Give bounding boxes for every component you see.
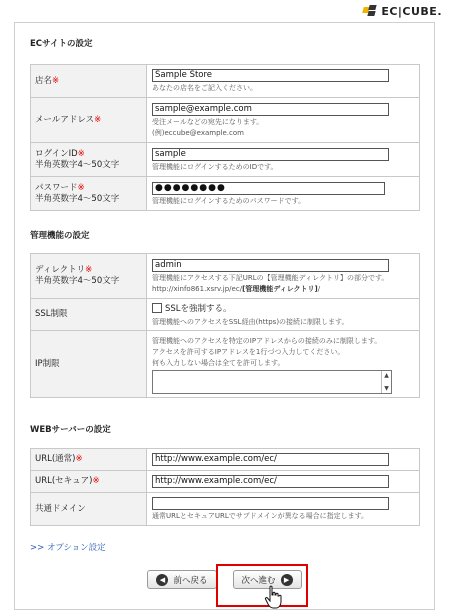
scroll-up-icon[interactable]: ▲	[384, 371, 389, 379]
web-settings-table	[30, 448, 420, 526]
next-button-highlight	[216, 564, 308, 607]
ssl-label: SSL制限	[35, 309, 68, 319]
login-id-row	[31, 143, 420, 177]
email-label: メールアドレス	[35, 114, 95, 125]
required-mark: ※	[77, 148, 85, 159]
email-example-hint: (例)eccube@example.com	[152, 128, 244, 137]
arrow-left-icon: ◀	[156, 574, 168, 586]
next-button-label: 次へ進む	[241, 575, 276, 586]
common-domain-label-cell	[31, 493, 147, 526]
section-title-web: WEBサーバーの設定	[30, 425, 111, 435]
ssl-checkbox-label[interactable]: SSLを強制する。	[165, 304, 232, 314]
common-domain-label: 共通ドメイン	[35, 503, 86, 514]
common-domain-hint: 通常URLとセキュアURLでサブドメインが異なる場合に指定します。	[152, 512, 369, 520]
directory-input[interactable]: admin	[152, 259, 389, 272]
admin-settings-table	[30, 253, 420, 398]
url-secure-value-cell	[147, 471, 420, 493]
hand-cursor-icon	[264, 585, 282, 609]
directory-row	[31, 254, 420, 299]
password-label-cell	[31, 177, 147, 211]
shop-name-hint: あなたの店名をご記入ください。	[152, 84, 257, 92]
directory-label-cell	[31, 254, 147, 299]
password-value-cell	[147, 177, 420, 211]
site-settings-table	[30, 64, 420, 211]
scroll-down-icon[interactable]: ▼	[384, 384, 389, 392]
ssl-checkbox[interactable]	[152, 303, 162, 313]
ip-hint-3: 何も入力しない場合は全てを許可します。	[152, 358, 285, 367]
required-mark: ※	[85, 265, 93, 275]
ip-row	[31, 331, 420, 398]
ip-value-cell	[147, 331, 420, 398]
url-secure-label-cell	[31, 471, 147, 493]
arrow-right-icon: ▶	[281, 574, 293, 586]
url-normal-label: URL(通常)	[35, 454, 76, 464]
login-id-hint: 管理機能にログインするためのIDです。	[152, 162, 278, 171]
shop-name-input[interactable]: Sample Store	[152, 69, 389, 82]
email-input[interactable]: sample@example.com	[152, 103, 389, 116]
login-id-label: ログインID	[35, 148, 78, 159]
password-sublabel: 半角英数字4〜50文字	[35, 193, 120, 204]
common-domain-value-cell	[147, 493, 420, 526]
directory-hint: 管理機能にアクセスする下記URLの【管理機能ディレクトリ】の部分です。	[152, 273, 389, 282]
logo-text: EC|CUBE.	[381, 5, 442, 18]
ssl-checkbox-row[interactable]	[152, 302, 414, 314]
ec-cube-logo	[363, 5, 442, 18]
required-mark: ※	[94, 114, 102, 125]
required-mark: ※	[77, 182, 85, 193]
login-id-label-cell	[31, 143, 147, 177]
option-settings-link[interactable]: >> オプション設定	[30, 543, 106, 553]
email-label-cell	[31, 98, 147, 143]
section-title-admin: 管理機能の設定	[30, 231, 90, 241]
back-button[interactable]	[147, 570, 216, 589]
directory-label: ディレクトリ	[35, 265, 86, 275]
url-normal-label-cell	[31, 449, 147, 471]
url-normal-value-cell	[147, 449, 420, 471]
ssl-row	[31, 299, 420, 331]
common-domain-input[interactable]	[152, 497, 389, 510]
password-label: パスワード	[35, 182, 78, 193]
login-id-sublabel: 半角英数字4〜50文字	[35, 159, 120, 170]
url-normal-row	[31, 449, 420, 471]
directory-url-suffix: /	[317, 284, 321, 293]
login-id-input[interactable]: sample	[152, 148, 389, 161]
email-value-cell	[147, 98, 420, 143]
ip-textarea-scrollbar[interactable]	[381, 371, 391, 393]
section-title-site: ECサイトの設定	[30, 39, 93, 49]
directory-url-hint	[152, 284, 414, 294]
ip-textarea[interactable]	[152, 370, 392, 394]
shop-name-row	[31, 65, 420, 98]
ssl-label-cell	[31, 299, 147, 331]
login-id-value-cell	[147, 143, 420, 177]
email-hint: 受注メールなどの宛先になります。	[152, 117, 264, 126]
url-normal-input[interactable]: http://www.example.com/ec/	[152, 453, 389, 466]
password-row	[31, 177, 420, 211]
directory-url-placeholder: [管理機能ディレクトリ]	[242, 284, 318, 293]
ssl-value-cell	[147, 299, 420, 331]
ssl-hint: 管理機能へのアクセスをSSL経由(https)の接続に制限します。	[152, 318, 349, 326]
email-row	[31, 98, 420, 143]
ip-label: IP制限	[35, 358, 60, 369]
password-hint: 管理機能にログインするためのパスワードです。	[152, 196, 306, 205]
settings-panel	[14, 22, 435, 610]
directory-sublabel: 半角英数字4〜50文字	[35, 276, 120, 286]
back-button-label: 前へ戻る	[173, 575, 208, 586]
directory-url-prefix: http://xinfo861.xsrv.jp/ec/	[152, 284, 243, 293]
shop-name-label-cell	[31, 65, 147, 98]
required-mark: ※	[75, 454, 83, 464]
ec-cube-logo-icon	[363, 5, 378, 18]
shop-name-label: 店名	[35, 75, 53, 86]
url-secure-label: URL(セキュア)	[35, 476, 93, 486]
password-input[interactable]: ●●●●●●●●	[152, 182, 385, 195]
ip-label-cell	[31, 331, 147, 398]
url-secure-row	[31, 471, 420, 493]
common-domain-row	[31, 493, 420, 526]
url-secure-input[interactable]: http://www.example.com/ec/	[152, 475, 389, 488]
required-mark: ※	[92, 476, 100, 486]
shop-name-value-cell	[147, 65, 420, 98]
directory-value-cell	[147, 254, 420, 299]
required-mark: ※	[52, 75, 60, 86]
ip-hint-2: アクセスを許可するIPアドレスを1行づつ入力してください。	[152, 347, 345, 356]
ip-hint-1: 管理機能へのアクセスを特定のIPアドレスからの接続のみに制限します。	[152, 336, 382, 345]
